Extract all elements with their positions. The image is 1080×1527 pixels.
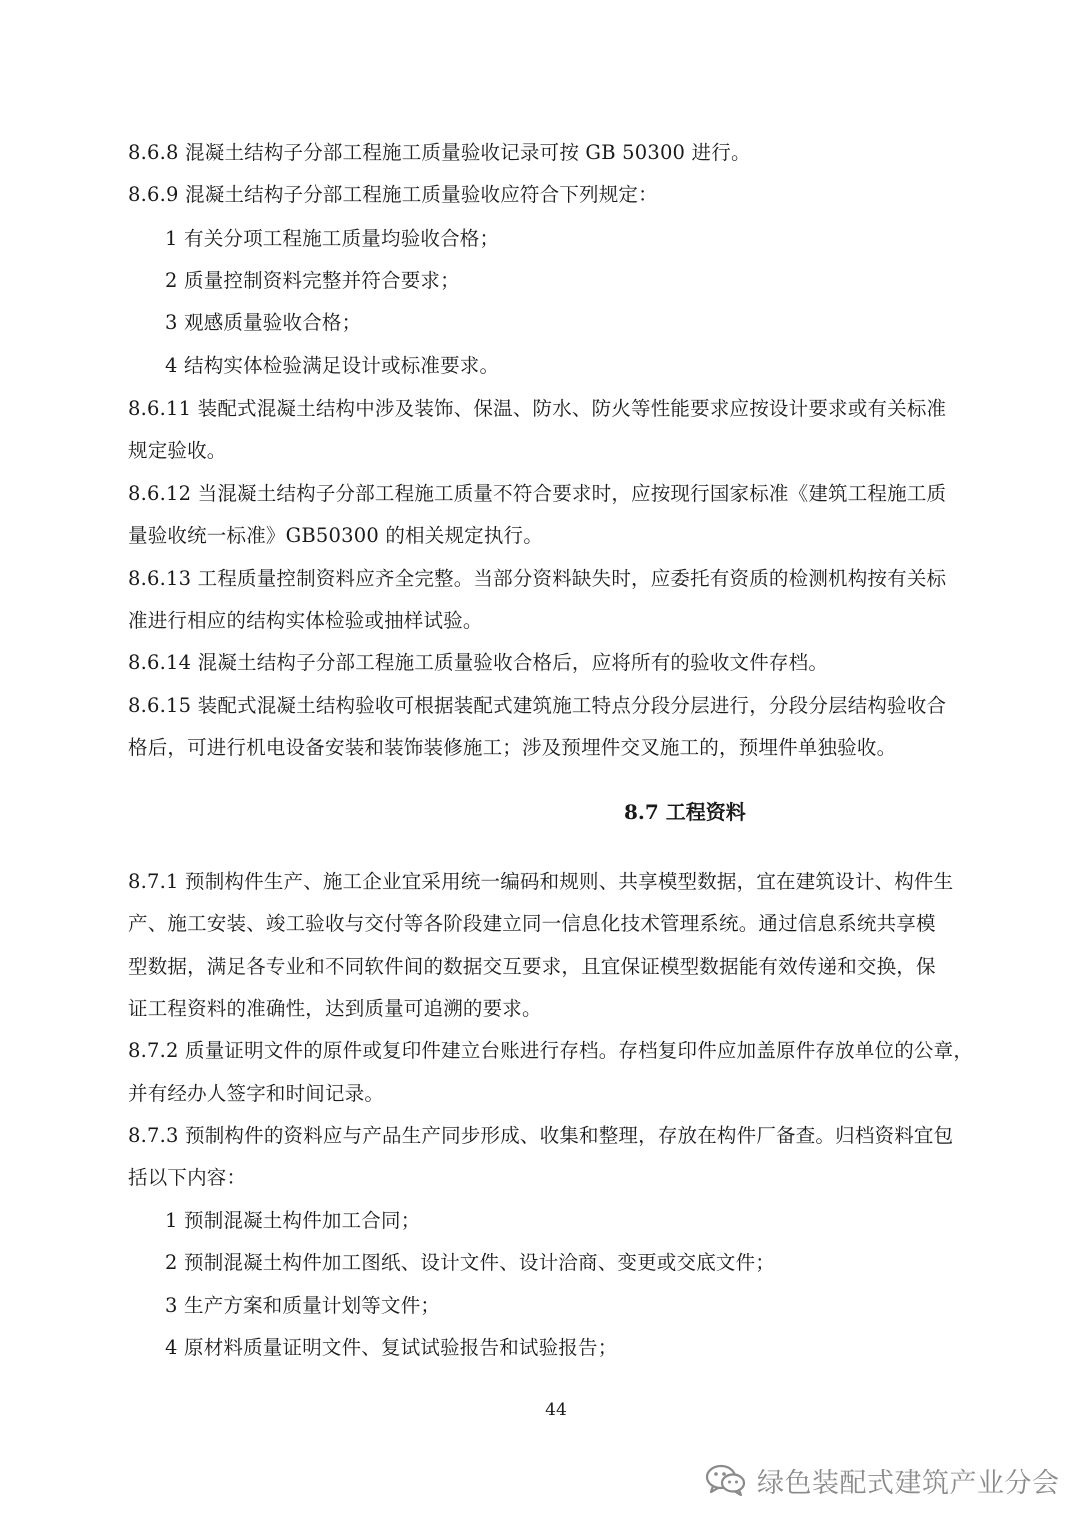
clause-8-6-11-cont: 规定验收。: [128, 439, 227, 462]
wechat-icon: [705, 1463, 747, 1497]
clause-8-7-2-cont: 并有经办人签字和时间记录。: [128, 1082, 385, 1105]
list-item: 1 预制混凝土构件加工合同；: [165, 1209, 421, 1232]
clause-8-7-1-cont: 型数据，满足各专业和不同软件间的数据交互要求，且宜保证模型数据能有效传递和交换，保: [128, 955, 936, 978]
list-item: 4 原材料质量证明文件、复试试验报告和试验报告；: [165, 1336, 618, 1359]
clause-8-7-1-cont: 产、施工安装、竣工验收与交付等各阶段建立同一信息化技术管理系统。通过信息系统共享模: [128, 912, 936, 935]
section-heading: 8.7 工程资料: [624, 800, 746, 824]
page-number: 44: [545, 1400, 567, 1420]
clause-8-6-14: 8.6.14 混凝土结构子分部工程施工质量验收合格后，应将所有的验收文件存档。: [128, 651, 829, 674]
clause-8-6-12-cont: 量验收统一标准》GB50300 的相关规定执行。: [128, 524, 543, 547]
list-item: 2 预制混凝土构件加工图纸、设计文件、设计洽商、变更或交底文件；: [165, 1251, 776, 1274]
watermark-text: 绿色装配式建筑产业分会: [757, 1467, 1060, 1499]
clause-8-7-3: 8.7.3 预制构件的资料应与产品生产同步形成、收集和整理，存放在构件厂备查。归档资料宜包: [128, 1124, 954, 1147]
clause-8-6-11: 8.6.11 装配式混凝土结构中涉及装饰、保温、防水、防火等性能要求应按设计要求或有关标准: [128, 397, 947, 420]
clause-8-6-13-cont: 准进行相应的结构实体检验或抽样试验。: [128, 609, 483, 632]
clause-8-6-9: 8.6.9 混凝土结构子分部工程施工质量验收应符合下列规定：: [128, 183, 658, 206]
list-item: 3 生产方案和质量计划等文件；: [165, 1294, 441, 1317]
watermark: [705, 1458, 1060, 1502]
clause-8-6-8: 8.6.8 混凝土结构子分部工程施工质量验收记录可按 GB 50300 进行。: [128, 141, 751, 164]
clause-8-7-2: 8.7.2 质量证明文件的原件或复印件建立台账进行存档。存档复印件应加盖原件存放单位的公章，: [128, 1039, 974, 1062]
clause-8-7-1: 8.7.1 预制构件生产、施工企业宜采用统一编码和规则、共享模型数据，宜在建筑设计、构件生: [128, 870, 954, 893]
clause-8-7-3-cont: 括以下内容：: [128, 1166, 247, 1189]
clause-8-6-15: 8.6.15 装配式混凝土结构验收可根据装配式建筑施工特点分段分层进行，分段分层结构验收合: [128, 694, 947, 717]
clause-8-6-12: 8.6.12 当混凝土结构子分部工程施工质量不符合要求时，应按现行国家标准《建筑工程施工质: [128, 482, 947, 505]
list-item: 1 有关分项工程施工质量均验收合格；: [165, 227, 500, 250]
clause-8-6-15-cont: 格后，可进行机电设备安装和装饰装修施工；涉及预埋件交叉施工的，预埋件单独验收。: [128, 736, 897, 759]
list-item: 4 结构实体检验满足设计或标准要求。: [165, 354, 500, 377]
clause-8-7-1-cont: 证工程资料的准确性，达到质量可追溯的要求。: [128, 997, 542, 1020]
list-item: 2 质量控制资料完整并符合要求；: [165, 269, 460, 292]
clause-8-6-13: 8.6.13 工程质量控制资料应齐全完整。当部分资料缺失时，应委托有资质的检测机构按有关标: [128, 567, 947, 590]
list-item: 3 观感质量验收合格；: [165, 311, 362, 334]
